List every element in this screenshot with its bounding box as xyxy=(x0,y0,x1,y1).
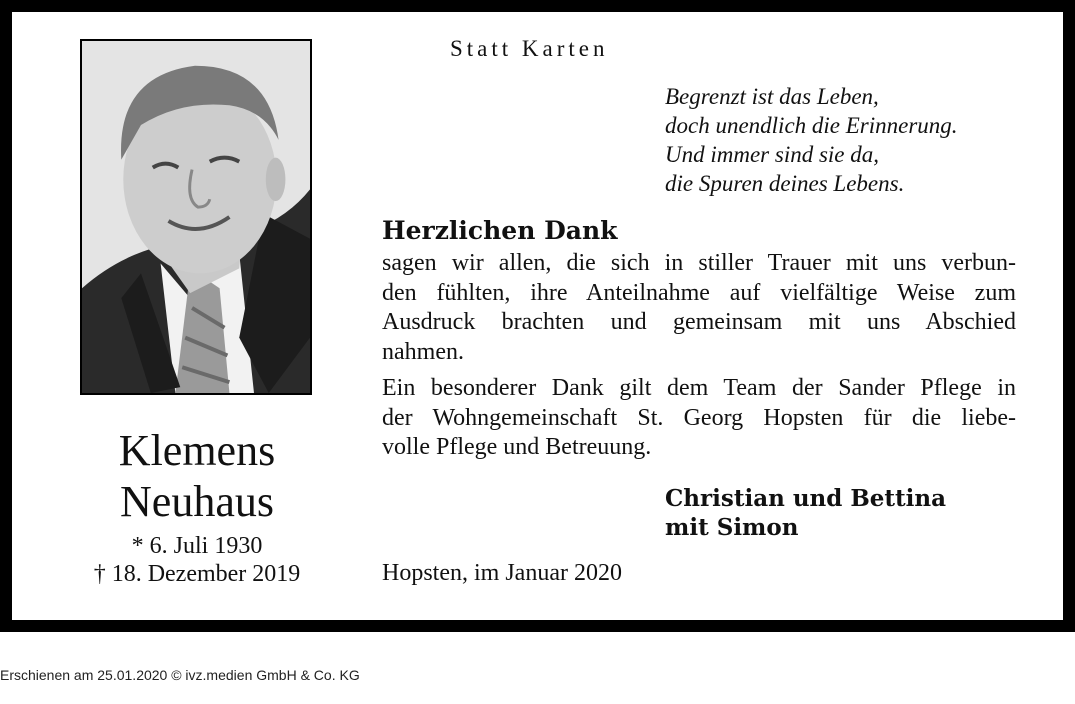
poem xyxy=(665,82,1055,198)
signature xyxy=(665,484,946,542)
signature-line: Christian und Bettina xyxy=(665,485,947,512)
paragraph-line: volle Pflege und Betreuung. xyxy=(382,434,652,460)
portrait-photo xyxy=(80,39,312,395)
paragraph-line: den fühlten, ihre Anteilnahme auf vielfältige Weise zum xyxy=(382,279,1016,306)
publication-credit: Erschienen am 25.01.2020 © ivz.medien GmbH & Co. KG xyxy=(0,667,360,683)
deceased-first-name: Klemens xyxy=(118,426,276,475)
signature-line: mit Simon xyxy=(665,514,799,541)
paragraph-line: Ausdruck brachten und gemeinsam mit uns Abschied xyxy=(382,309,1016,335)
paragraph-line: sagen wir allen, die sich in stiller Trauer mit uns verbun- xyxy=(382,250,1016,276)
death-date: † 18. Dezember 2019 xyxy=(93,561,301,587)
portrait-illustration xyxy=(82,41,310,393)
poem-line: Begrenzt ist das Leben, xyxy=(665,84,879,109)
deceased-last-name: Neuhaus xyxy=(120,477,274,526)
thanks-paragraph xyxy=(382,249,1016,367)
paragraph-line: Ein besonderer Dank gilt dem Team der Sander Pflege in xyxy=(382,375,1016,401)
notice-header: Statt Karten xyxy=(450,36,609,61)
poem-line: die Spuren deines Lebens. xyxy=(665,171,905,196)
poem-line: Und immer sind sie da, xyxy=(665,142,880,167)
special-thanks-paragraph xyxy=(382,374,1016,463)
paragraph-line: nahmen. xyxy=(382,338,464,365)
poem-line: doch unendlich die Erinnerung. xyxy=(665,113,958,138)
paragraph-line: der Wohngemeinschaft St. Georg Hopsten für die liebe- xyxy=(382,404,1016,431)
thanks-heading: Herzlichen Dank xyxy=(382,216,618,245)
obituary-card xyxy=(12,12,1063,620)
birth-date: * 6. Juli 1930 xyxy=(131,533,263,559)
place-and-date: Hopsten, im Januar 2020 xyxy=(382,560,622,586)
